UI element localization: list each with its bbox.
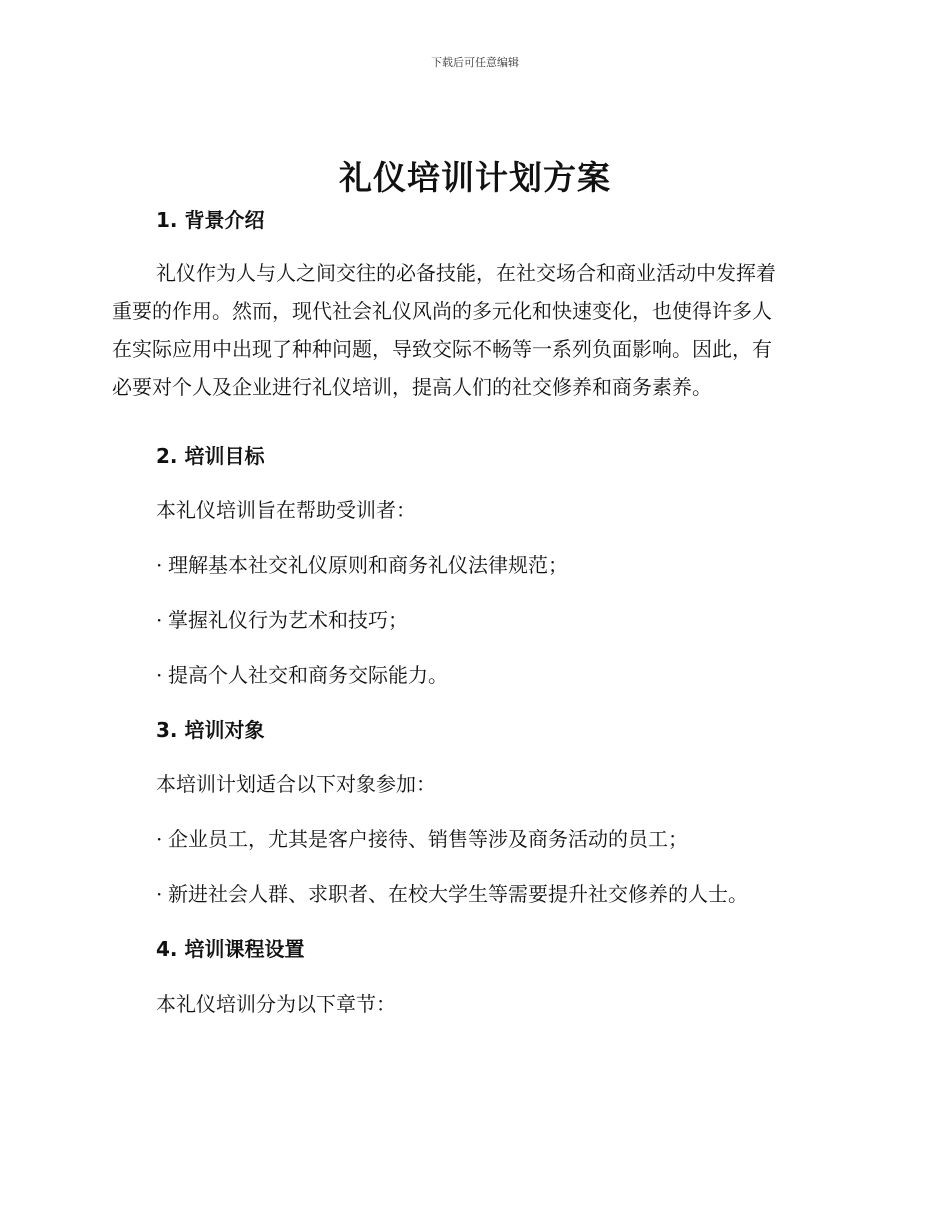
bullet-marker: ·: [156, 663, 163, 687]
bullet-marker: ·: [156, 608, 163, 632]
bullet-marker: ·: [156, 553, 163, 577]
header-note: 下载后可任意编辑: [431, 56, 519, 69]
list-item-text: 新进社会人群、求职者、在校大学生等需要提升社交修养的人士。: [168, 882, 748, 906]
section-intro-audience: 本培训计划适合以下对象参加：: [156, 772, 436, 796]
bullet-marker: ·: [156, 827, 163, 851]
paragraph-line: 在实际应用中出现了种种问题，导致交际不畅等一系列负面影响。因此，有: [112, 337, 772, 361]
section-heading-background: 1. 背景介绍: [156, 208, 265, 232]
bullet-marker: ·: [156, 882, 163, 906]
section-heading-audience: 3. 培训对象: [156, 718, 265, 742]
list-item-text: 提高个人社交和商务交际能力。: [168, 663, 448, 687]
list-item: [156, 825, 688, 853]
paragraph-line: 礼仪作为人与人之间交往的必备技能，在社交场合和商业活动中发挥着: [156, 261, 776, 285]
list-item-text: 掌握礼仪行为艺术和技巧；: [168, 608, 408, 632]
document-title: 礼仪培训计划方案: [339, 158, 611, 197]
section-paragraph-background: [112, 254, 832, 406]
list-item: [156, 551, 568, 579]
section-intro-goals: 本礼仪培训旨在帮助受训者：: [156, 498, 416, 522]
list-item: [156, 606, 408, 634]
list-item: [156, 880, 748, 908]
paragraph-line: 重要的作用。然而，现代社会礼仪风尚的多元化和快速变化，也使得许多人: [112, 299, 772, 323]
section-heading-goals: 2. 培训目标: [156, 444, 265, 468]
section-heading-curriculum: 4. 培训课程设置: [156, 937, 305, 961]
paragraph-line: 必要对个人及企业进行礼仪培训，提高人们的社交修养和商务素养。: [112, 375, 712, 399]
list-item: [156, 661, 448, 689]
list-item-text: 企业员工，尤其是客户接待、销售等涉及商务活动的员工；: [168, 827, 688, 851]
list-item-text: 理解基本社交礼仪原则和商务礼仪法律规范；: [168, 553, 568, 577]
section-intro-curriculum: 本礼仪培训分为以下章节：: [156, 992, 396, 1016]
